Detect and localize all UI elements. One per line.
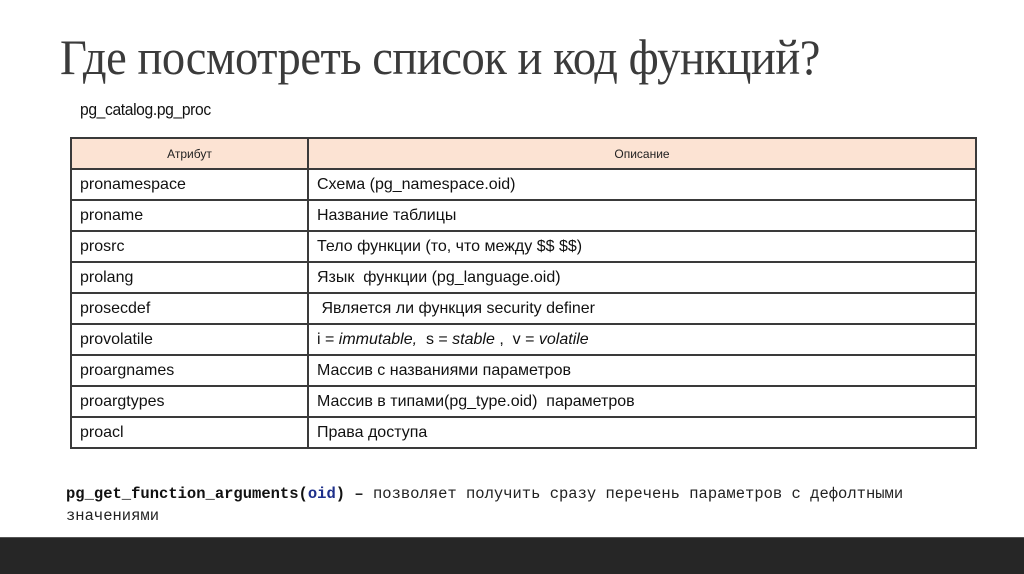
table-header-row <box>71 138 976 169</box>
column-header-description: Описание <box>308 138 976 169</box>
attribute-cell: proname <box>71 200 308 231</box>
attribute-cell: prolang <box>71 262 308 293</box>
bottom-bar <box>0 537 1024 574</box>
table-row <box>71 231 976 262</box>
dash-separator: – <box>345 485 373 503</box>
function-description: позволяет получить сразу перечень параметров с дефолтными значениями <box>66 485 904 525</box>
footer-note <box>66 483 981 527</box>
table-row <box>71 417 976 448</box>
description-cell <box>308 262 976 293</box>
attribute-cell: prosecdef <box>71 293 308 324</box>
description-cell <box>308 200 976 231</box>
description-text: Права доступа <box>317 423 428 441</box>
slide-title: Где посмотреть список и код функций? <box>60 29 820 85</box>
attribute-cell: proacl <box>71 417 308 448</box>
table-row <box>71 262 976 293</box>
table-row <box>71 386 976 417</box>
attributes-table <box>70 137 977 449</box>
description-cell <box>308 169 976 200</box>
function-argument: oid <box>307 485 336 503</box>
table-row <box>71 355 976 386</box>
table-row <box>71 324 976 355</box>
description-cell <box>308 324 976 355</box>
table-body <box>71 169 976 448</box>
description-text: Массив с названиями параметров <box>317 361 572 379</box>
attribute-cell: proargtypes <box>71 386 308 417</box>
description-text: , v = <box>494 330 539 348</box>
description-cell <box>308 417 976 448</box>
description-text: Тело функции (то, что между $$ $$) <box>317 237 583 255</box>
description-text: Название таблицы <box>317 206 457 224</box>
description-text: Язык функции (pg_language.oid) <box>317 268 561 286</box>
description-text: stable <box>452 330 495 348</box>
description-cell <box>308 293 976 324</box>
function-close-paren: ) <box>335 485 346 503</box>
description-text: volatile <box>538 330 589 348</box>
description-text: Массив в типами(pg_type.oid) параметров <box>317 392 635 410</box>
description-text: immutable, <box>338 330 418 348</box>
table-row <box>71 293 976 324</box>
description-text: Схема (pg_namespace.oid) <box>317 175 516 193</box>
attribute-cell: pronamespace <box>71 169 308 200</box>
description-cell <box>308 231 976 262</box>
description-text: i = <box>317 330 339 348</box>
attribute-cell: proargnames <box>71 355 308 386</box>
table-row <box>71 169 976 200</box>
description-cell <box>308 386 976 417</box>
table-row <box>71 200 976 231</box>
attribute-cell: provolatile <box>71 324 308 355</box>
attribute-cell: prosrc <box>71 231 308 262</box>
description-cell <box>308 355 976 386</box>
description-text: s = <box>417 330 453 348</box>
description-text: Является ли функция security definer <box>317 299 595 317</box>
table-name-subtitle: pg_catalog.pg_proc <box>80 100 211 119</box>
column-header-attribute: Атрибут <box>71 138 308 169</box>
function-name: pg_get_function_arguments( <box>66 485 308 503</box>
